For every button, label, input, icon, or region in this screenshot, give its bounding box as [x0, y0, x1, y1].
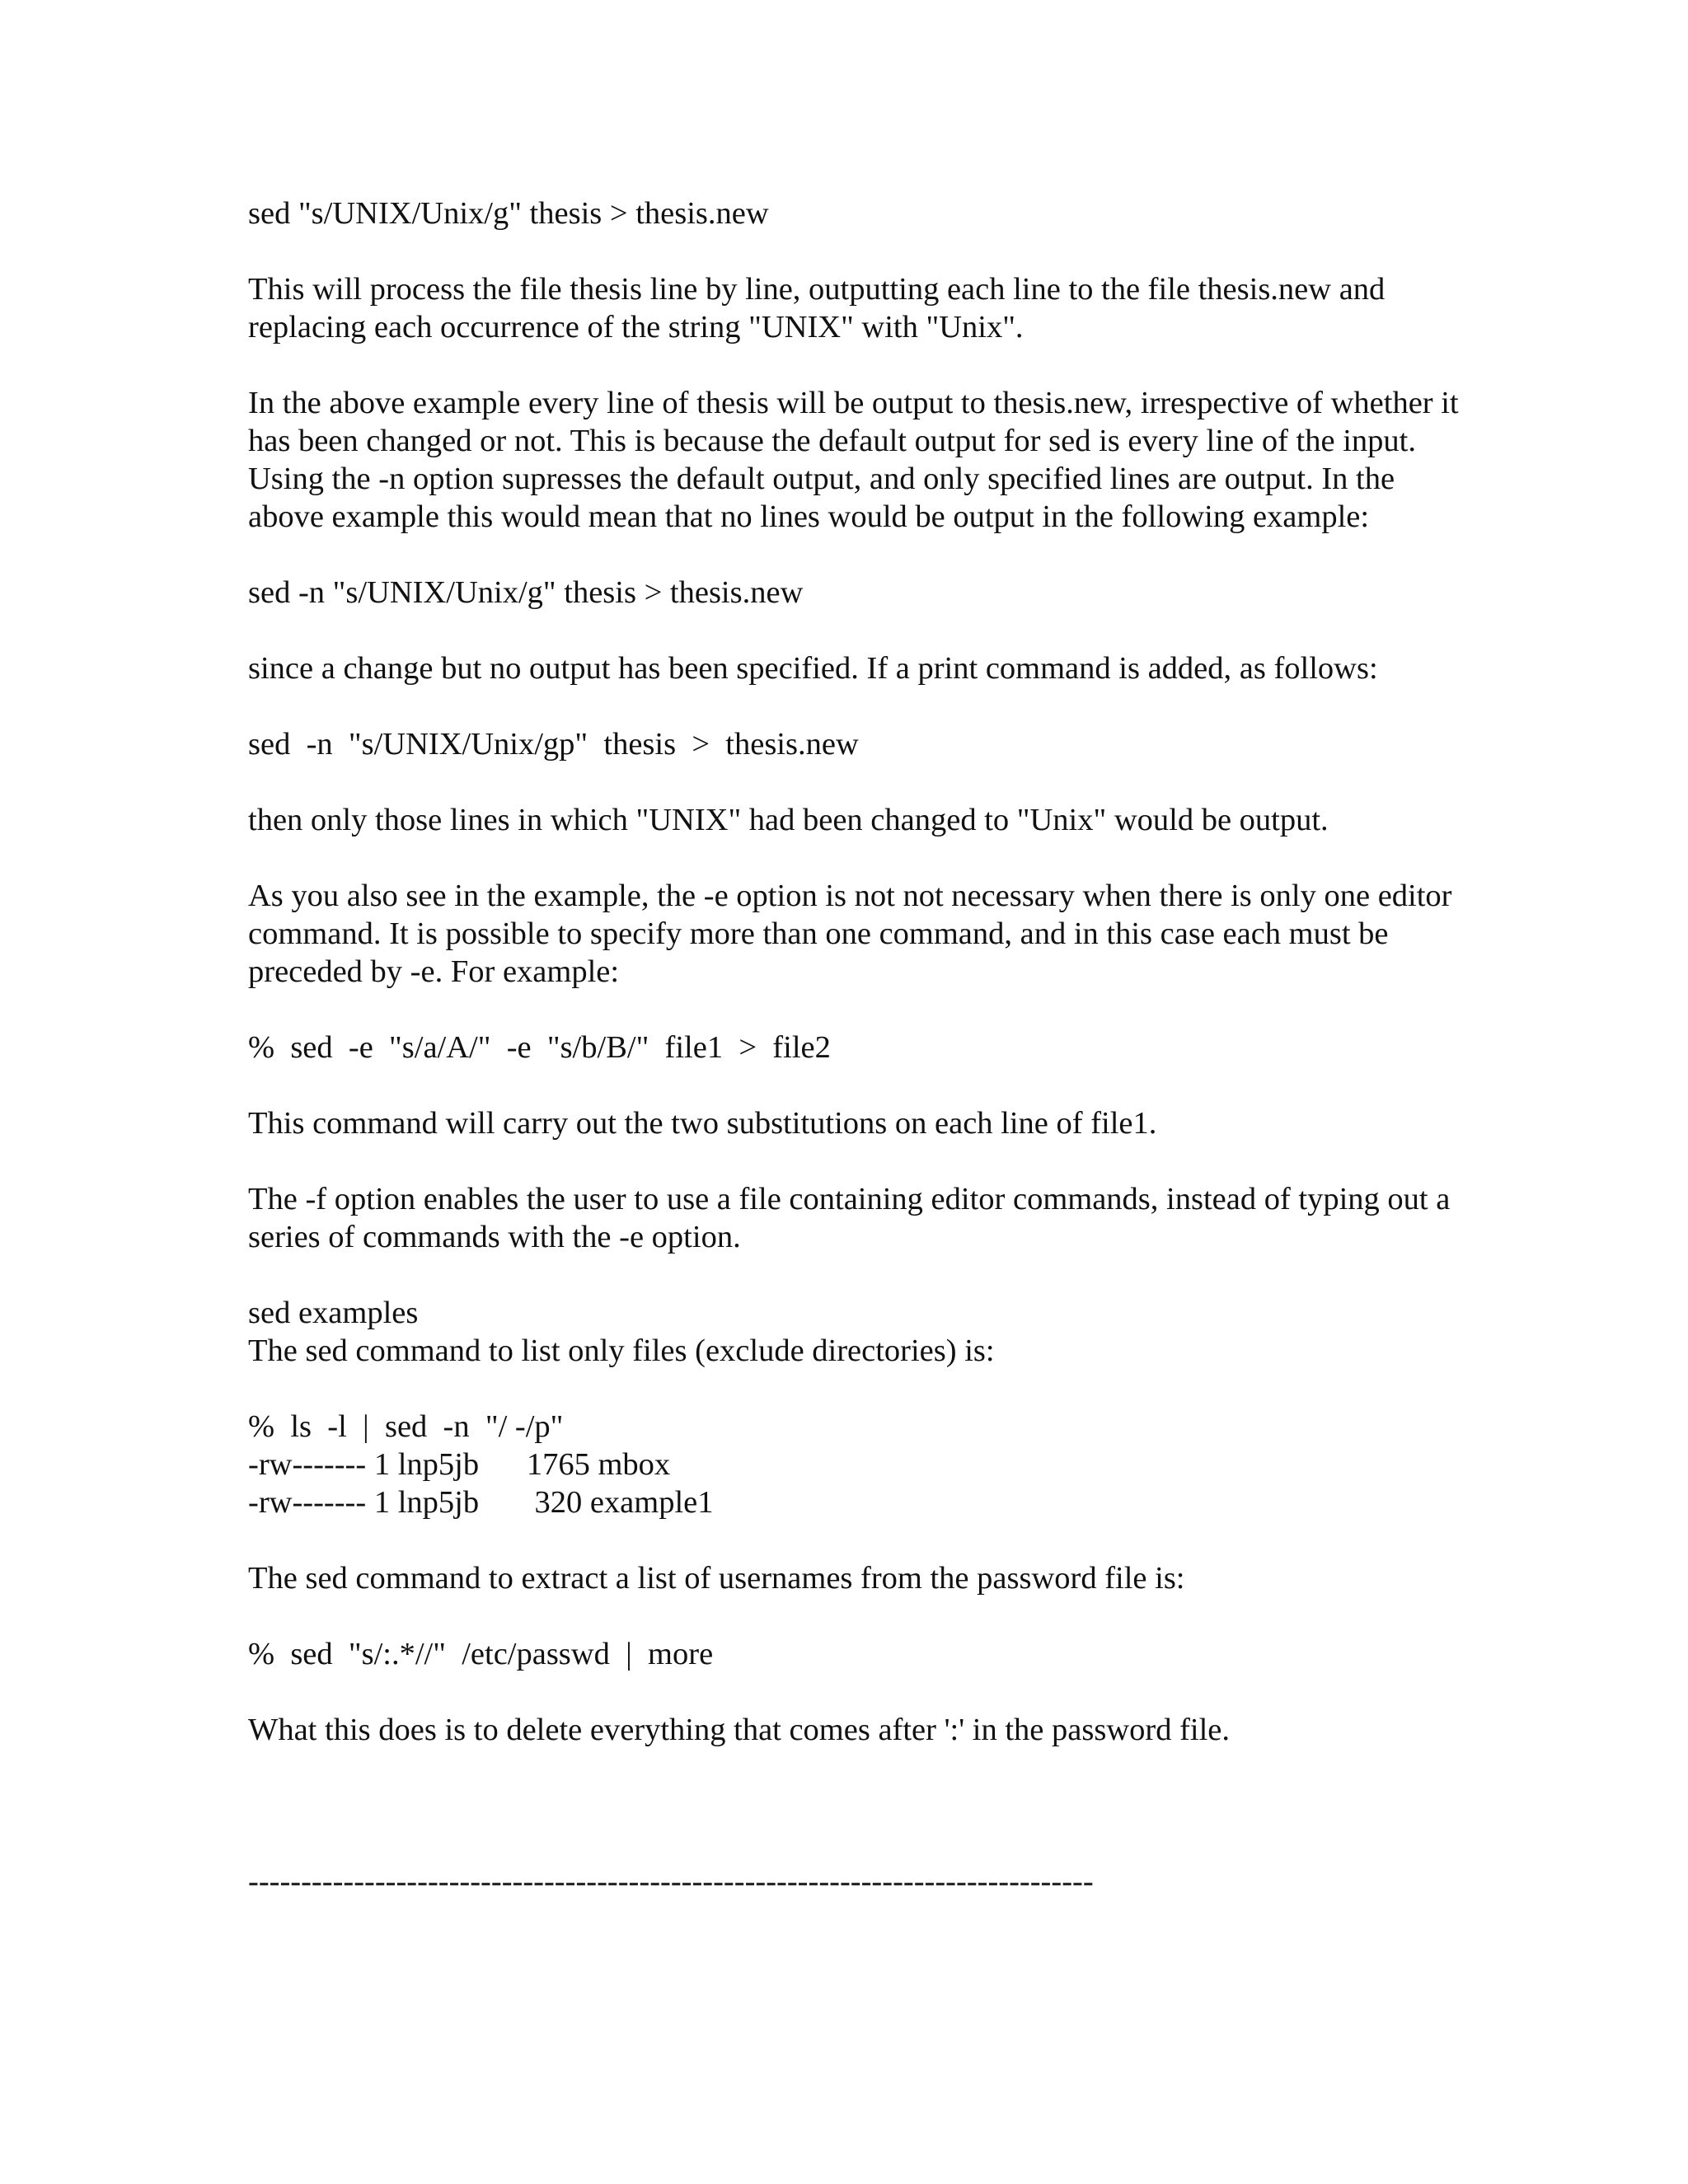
paragraph: then only those lines in which "UNIX" had been changed to "Unix" would be output. [248, 803, 1329, 837]
output-line: -rw------- 1 lnp5jb 320 example1 [248, 1485, 714, 1520]
section-heading: sed examples [248, 1296, 419, 1330]
output-line: -rw------- 1 lnp5jb 1765 mbox [248, 1447, 671, 1482]
divider-line: -------------------------------------------------------------------------------- [248, 1864, 1094, 1899]
paragraph: This command will carry out the two substitutions on each line of file1. [248, 1106, 1157, 1141]
paragraph: since a change but no output has been specified. If a print command is added, as follows: [248, 651, 1378, 686]
command-line: % sed -e "s/a/A/" -e "s/b/B/" file1 > file2 [248, 1030, 831, 1065]
command-line: sed "s/UNIX/Unix/g" thesis > thesis.new [248, 196, 769, 231]
paragraph: As you also see in the example, the -e option is not not necessary when there is only one editor command. It is possible to specify more than one command, and in this case each must be preceded by -e. For example: [248, 879, 1461, 989]
command-line: sed -n "s/UNIX/Unix/g" thesis > thesis.new [248, 575, 804, 610]
command-line: % sed "s/:.*//" /etc/passwd | more [248, 1637, 714, 1671]
command-line: % ls -l | sed -n "/ -/p" [248, 1409, 564, 1444]
paragraph: In the above example every line of thesis will be output to thesis.new, irrespective of whether it has been changed or not. This is because the default output for sed is every line of the input. Using the -n option supresses the default output, and only specified lines are output. In the above example this would mean that no lines would be output in the following example: [248, 386, 1467, 534]
document-page [248, 194, 1468, 1900]
paragraph: This will process the file thesis line by line, outputting each line to the file thesis.new and replacing each occurrence of the string "UNIX" with "Unix". [248, 272, 1393, 344]
command-line: sed -n "s/UNIX/Unix/gp" thesis > thesis.new [248, 727, 859, 762]
paragraph: The -f option enables the user to use a file containing editor commands, instead of typing out a series of commands with the -e option. [248, 1182, 1458, 1254]
paragraph: The sed command to extract a list of usernames from the password file is: [248, 1561, 1185, 1596]
paragraph: What this does is to delete everything that comes after ':' in the password file. [248, 1713, 1230, 1747]
paragraph: The sed command to list only files (exclude directories) is: [248, 1333, 995, 1368]
